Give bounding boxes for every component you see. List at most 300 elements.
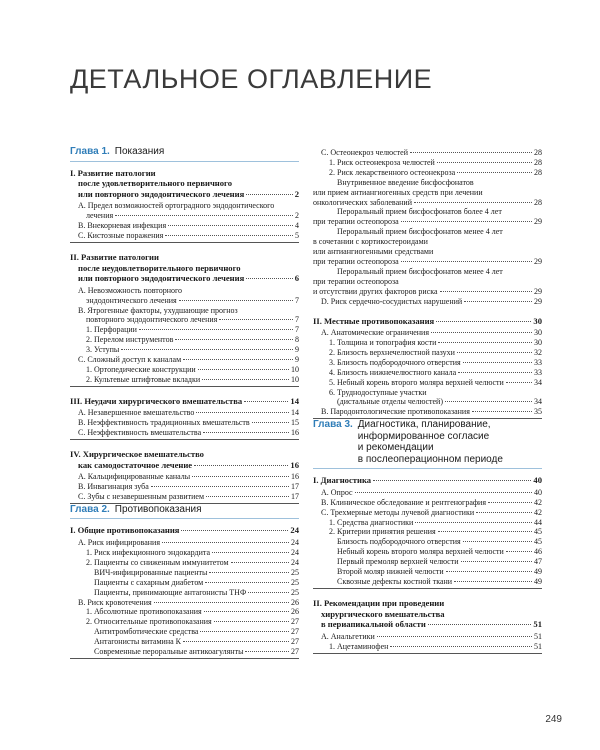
toc-entry[interactable] [70, 598, 299, 608]
toc-entry-text: Пациенты, принимающие антагонисты ТНФ [94, 587, 247, 597]
toc-entry-text: 6. Труднодоступные участки [329, 387, 427, 397]
toc-entry-line [70, 345, 299, 355]
toc-entry[interactable] [313, 158, 542, 168]
chapter-title [115, 504, 202, 516]
toc-entry-text: 2. Относительные противопоказания [86, 617, 212, 627]
toc-entry[interactable] [70, 231, 299, 241]
dot-leader [154, 602, 289, 603]
dot-leader [428, 624, 532, 625]
toc-entry-line [70, 231, 299, 241]
section-heading-line [70, 189, 299, 200]
toc-section [313, 475, 542, 589]
toc-entry-line [313, 397, 542, 407]
toc-entry-text: C. Сложный доступ к каналам [78, 355, 182, 365]
toc-entry-text: A. Опрос [321, 487, 353, 497]
section-entries [70, 199, 299, 241]
chapter-heading[interactable] [313, 419, 542, 469]
dot-leader [454, 581, 532, 582]
toc-entry-line [313, 527, 542, 537]
toc-entry-text: при терапии остеопороза [313, 256, 399, 266]
chapter-number: Глава 1. [70, 146, 110, 157]
toc-page-ref: 7 [295, 325, 299, 335]
dot-leader [151, 486, 289, 487]
section-entries [70, 536, 299, 657]
section-heading-line [70, 396, 299, 407]
section-heading[interactable] [70, 449, 299, 470]
toc-page-ref: 30 [534, 338, 542, 347]
section-heading[interactable] [70, 168, 299, 200]
toc-page-ref: 24 [291, 547, 299, 557]
toc-entry[interactable] [70, 492, 299, 502]
dot-leader [377, 636, 532, 637]
toc-entry-text: Антитромботические средства [94, 627, 199, 637]
toc-entry-text: 1. Риск инфекционного эндокардита [86, 547, 211, 557]
toc-entry-text: 2. Пациенты со сниженным иммунитетом [86, 557, 229, 567]
toc-page-ref: 34 [534, 397, 542, 407]
toc-entry[interactable] [70, 482, 299, 492]
section-heading-text: IV. Хирургическое вмешательство [70, 449, 204, 460]
dot-leader [506, 382, 532, 383]
toc-entry[interactable] [70, 418, 299, 428]
toc-entry[interactable] [70, 306, 299, 326]
dot-leader [162, 542, 289, 543]
toc-page-ref: 30 [533, 315, 542, 326]
toc-entry-line [313, 537, 542, 547]
section-heading-text: I. Развитие патологии [70, 167, 156, 178]
toc-entry-line [70, 211, 299, 221]
toc-page-ref: 34 [534, 377, 542, 387]
section-heading[interactable] [313, 316, 542, 327]
toc-page-ref: 6 [294, 273, 299, 284]
toc-entry[interactable] [70, 647, 299, 657]
toc-entry-text: Первый премоляр верхней челюсти [337, 557, 459, 567]
dot-leader [437, 162, 532, 163]
section-heading-text: после удовлетворительного первичного [78, 178, 233, 189]
section-heading[interactable] [70, 252, 299, 284]
toc-page-ref: 33 [534, 367, 542, 377]
toc-section [70, 396, 299, 440]
toc-page-ref: 28 [534, 148, 542, 157]
section-heading-text: III. Неудачи хирургического вмешательства [70, 395, 243, 406]
toc-entry-line [313, 358, 542, 368]
toc-entry-line [313, 378, 542, 388]
dot-leader [202, 379, 289, 380]
toc-entry-line [313, 158, 542, 168]
toc-entry-text: C. Трехмерные методы лучевой диагностики [321, 507, 475, 517]
toc-page-ref: 45 [534, 537, 542, 547]
toc-page-ref: 40 [533, 475, 542, 486]
chapter-heading[interactable] [70, 146, 299, 162]
chapter-title [115, 146, 164, 158]
section-heading-text: хирургического вмешательства [321, 608, 445, 619]
toc-entry[interactable] [70, 221, 299, 231]
toc-entry[interactable] [70, 201, 299, 221]
toc-entry-line [313, 368, 542, 378]
section-heading[interactable] [70, 525, 299, 536]
toc-entry[interactable] [313, 297, 542, 307]
toc-page-ref: 33 [534, 357, 542, 367]
dot-leader [390, 646, 532, 647]
dot-leader [192, 476, 289, 477]
section-heading[interactable] [313, 598, 542, 630]
toc-entry-text: 5. Небный корень второго моляра верхней челюсти [329, 377, 504, 387]
toc-entry[interactable] [70, 568, 299, 578]
toc-entry-text: 2. Культевые штифтовые вкладки [86, 374, 201, 384]
toc-page-ref: 42 [534, 507, 542, 517]
toc-entry[interactable] [313, 388, 542, 408]
toc-entry[interactable] [313, 148, 542, 158]
dot-leader [175, 339, 293, 340]
chapter-title-line: информированное согласие [357, 430, 490, 442]
toc-entry[interactable] [313, 227, 542, 267]
dot-leader [445, 401, 532, 402]
toc-page-ref: 45 [534, 527, 542, 537]
dot-leader [204, 611, 289, 612]
toc-page-ref: 24 [290, 525, 299, 536]
toc-entry-text: 2. Критерии принятия решения [329, 527, 436, 537]
toc-section [70, 168, 299, 243]
toc-entry-text: или антиангиогенными средствами [313, 247, 434, 257]
toc-entry-text: A. Анальгетики [321, 631, 375, 641]
toc-page-ref: 27 [291, 637, 299, 647]
toc-page-ref: 2 [295, 211, 299, 221]
toc-entry[interactable] [313, 488, 542, 498]
toc-entry[interactable] [70, 558, 299, 568]
toc-entry-text: A. Риск инфицирования [78, 538, 160, 548]
toc-entry[interactable] [313, 557, 542, 567]
toc-entry[interactable] [313, 178, 542, 208]
section-heading[interactable] [70, 396, 299, 407]
toc-entry[interactable] [70, 375, 299, 385]
toc-entry-line [70, 607, 299, 617]
toc-entry-text: A. Невозможность повторного [78, 285, 183, 295]
dot-leader [458, 372, 532, 373]
toc-page-ref: 49 [534, 577, 542, 586]
toc-entry-line [70, 296, 299, 306]
toc-entry-line [70, 335, 299, 345]
toc-entry-line [70, 598, 299, 608]
section-heading-text: или повторного эндодонтического лечения [78, 273, 245, 284]
toc-entry[interactable] [70, 578, 299, 588]
section-heading-line [313, 475, 542, 486]
toc-page-ref: 51 [534, 641, 542, 651]
dot-leader [488, 502, 532, 503]
section-heading-line [70, 525, 299, 536]
dot-leader [438, 342, 532, 343]
dot-leader [205, 582, 289, 583]
toc-entry-line [70, 548, 299, 558]
toc-entry-line [313, 287, 542, 297]
toc-page-ref: 2 [294, 188, 299, 199]
dot-leader [461, 561, 533, 562]
dot-leader [476, 512, 532, 513]
chapter-title-line: Показания [114, 146, 165, 157]
toc-entry[interactable] [313, 567, 542, 577]
section-heading-line [313, 619, 542, 630]
toc-page-ref: 17 [291, 492, 299, 502]
toc-entry[interactable] [70, 345, 299, 355]
dot-leader [438, 531, 532, 532]
toc-page-ref: 49 [534, 567, 542, 577]
dot-leader [183, 641, 289, 642]
toc-entry[interactable] [313, 378, 542, 388]
toc-page-ref: 51 [534, 631, 542, 641]
toc-entry-line [70, 627, 299, 637]
toc-entry-line [313, 407, 542, 417]
toc-entry-line [70, 558, 299, 568]
toc-entry-text: (дистальные отделы челюстей) [337, 397, 443, 407]
toc-entry[interactable] [70, 335, 299, 345]
toc-entry-line [70, 578, 299, 588]
dot-leader [410, 152, 532, 153]
toc-page-ref: 10 [291, 374, 299, 384]
toc-entry-line [313, 547, 542, 557]
toc-entry[interactable] [313, 348, 542, 358]
toc-page-ref: 29 [534, 286, 542, 296]
section-heading-text: II. Рекомендации при проведении [313, 597, 445, 608]
toc-page-ref: 9 [295, 345, 299, 355]
toc-entry-line [70, 355, 299, 365]
dot-leader [214, 621, 289, 622]
toc-page-ref: 8 [295, 335, 299, 345]
toc-entry-line [70, 325, 299, 335]
toc-entry-line [70, 418, 299, 428]
section-entries [70, 406, 299, 438]
dot-leader [457, 352, 532, 353]
dot-leader [246, 194, 292, 195]
toc-page-ref: 27 [291, 647, 299, 657]
toc-entry[interactable] [313, 338, 542, 348]
dot-leader [440, 291, 532, 292]
toc-entry-line [313, 328, 542, 338]
toc-entry-text: Пероральный прием бисфосфонатов менее 4 лет [337, 266, 503, 276]
toc-entry-line [70, 365, 299, 375]
chapter-title-line: Противопоказания [114, 503, 202, 515]
toc-entry[interactable] [70, 538, 299, 548]
section-heading-text: II. Местные противопоказания [313, 315, 435, 326]
toc-entry-line [70, 221, 299, 231]
toc-entry-line [313, 338, 542, 348]
toc-page-ref: 25 [291, 587, 299, 597]
dot-leader [457, 172, 532, 173]
toc-entry-text: и отсутствии других факторов риска [313, 286, 438, 296]
toc-entry[interactable] [313, 267, 542, 297]
toc-page-ref: 26 [291, 607, 299, 617]
toc-entry-text: 3. Уступы [86, 345, 120, 355]
toc-entry[interactable] [70, 286, 299, 306]
toc-entry-text: 2. Близость верхнечелюстной пазухи [329, 347, 455, 357]
toc-entry-text: эндодонтического лечения [86, 295, 177, 305]
toc-entry-text: лечения [86, 211, 114, 221]
toc-entry[interactable] [313, 577, 542, 587]
toc-entry-text: Второй моляр нижней челюсти [337, 567, 444, 577]
toc-entry[interactable] [70, 607, 299, 617]
toc-entry-text: 1. Толщина и топография кости [329, 338, 437, 347]
toc-entry[interactable] [313, 508, 542, 518]
toc-entry-line [313, 488, 542, 498]
toc-entry[interactable] [313, 207, 542, 227]
section-heading-text: II. Развитие патологии [70, 251, 159, 262]
toc-page-ref: 16 [291, 428, 299, 438]
toc-entry-text: Пероральный прием бисфосфонатов более 4 лет [337, 207, 502, 217]
toc-entry-text: C. Зубы с незавершенным развитием [78, 492, 205, 502]
toc-entry[interactable] [70, 365, 299, 375]
toc-page-ref: 16 [291, 472, 299, 482]
chapter-title [358, 419, 503, 465]
toc-entry-line [313, 567, 542, 577]
toc-page-ref: 5 [295, 231, 299, 240]
dot-leader [212, 552, 289, 553]
dot-leader [436, 321, 531, 322]
toc-entry-line [313, 642, 542, 652]
toc-entry-text: ВИЧ-инфицированные пациенты [94, 567, 208, 577]
toc-entry-line [70, 315, 299, 325]
toc-entry-line [70, 482, 299, 492]
toc-entry-text: Небный корень второго моляра верхней челюсти [337, 547, 504, 557]
toc-page-ref: 9 [295, 355, 299, 365]
dot-leader [463, 362, 532, 363]
toc-page-ref: 7 [295, 315, 299, 325]
toc-entry-text: 2. Перелом инструментов [86, 335, 174, 345]
toc-entry-text: при терапии остеопороза [313, 276, 399, 286]
dot-leader [415, 522, 532, 523]
toc-page-ref: 14 [291, 408, 299, 418]
chapter-number: Глава 2. [70, 503, 110, 515]
dot-leader [206, 496, 289, 497]
toc-entry-line [313, 632, 542, 642]
dot-leader [464, 301, 532, 302]
dot-leader [401, 221, 532, 222]
section-entries [313, 630, 542, 652]
continued-entries [313, 146, 542, 307]
dot-leader [231, 562, 289, 563]
toc-entry-text: Сквозные дефекты костной ткани [337, 577, 453, 586]
toc-entry-text: Близость подбородочного отверстия [337, 537, 461, 547]
chapter-title-line: в послеоперационном периоде [357, 453, 503, 465]
toc-entry[interactable] [70, 408, 299, 418]
toc-page-ref: 4 [295, 221, 299, 231]
toc-entry-text: B. Неэффективность традиционных вмешательств [78, 418, 250, 428]
toc-entry-text: 1. Абсолютные противопоказания [86, 607, 202, 617]
toc-entry[interactable] [313, 547, 542, 557]
toc-entry-text: повторного эндодонтического лечения [86, 315, 218, 325]
dot-leader [139, 329, 293, 330]
chapter-title-line: Диагностика, планирование, [357, 419, 491, 431]
toc-page-ref: 27 [291, 617, 299, 627]
toc-page-ref: 14 [290, 395, 299, 406]
toc-entry[interactable] [70, 548, 299, 558]
dot-leader [244, 401, 288, 402]
toc-entry[interactable] [313, 407, 542, 417]
toc-entry[interactable] [313, 537, 542, 547]
toc-entry[interactable] [70, 588, 299, 598]
toc-entry-text: Пероральный прием бисфосфонатов менее 4 лет [337, 227, 503, 237]
toc-entry[interactable] [70, 472, 299, 482]
chapter-heading[interactable] [70, 504, 299, 520]
section-heading-text: как самодостаточное лечение [78, 459, 193, 470]
toc-entry-line [70, 637, 299, 647]
toc-entry[interactable] [313, 368, 542, 378]
toc-entry-line [313, 148, 542, 158]
toc-section [313, 316, 542, 420]
toc-entry-line [70, 588, 299, 598]
section-heading-text: или повторного эндодонтического лечения [78, 188, 245, 199]
section-entries [70, 470, 299, 502]
toc-entry[interactable] [70, 355, 299, 365]
toc-section [313, 598, 542, 654]
toc-entry[interactable] [313, 518, 542, 528]
section-heading-line [70, 460, 299, 471]
toc-entry[interactable] [70, 428, 299, 438]
dot-leader [401, 261, 532, 262]
toc-entry-text: B. Клиническое обследование и рентгенография [321, 497, 487, 507]
toc-entry-line [313, 508, 542, 518]
dot-leader [183, 359, 293, 360]
toc-page-ref: 46 [534, 547, 542, 557]
dot-leader [165, 235, 293, 236]
toc-entry-text: при терапии остеопороза [313, 217, 399, 227]
toc-entry[interactable] [70, 637, 299, 647]
toc-page-ref: 40 [534, 487, 542, 497]
section-entries [70, 284, 299, 385]
toc-entry[interactable] [313, 328, 542, 338]
dot-leader [196, 412, 289, 413]
section-heading-text: I. Общие противопоказания [70, 525, 180, 536]
toc-entry[interactable] [313, 527, 542, 537]
dot-leader [248, 592, 289, 593]
toc-page-ref: 17 [291, 482, 299, 492]
dot-leader [181, 530, 288, 531]
toc-entry-text: B. Внекорневая инфекция [78, 221, 167, 231]
toc-entry-line [313, 257, 542, 267]
toc-entry[interactable] [70, 627, 299, 637]
dot-leader [472, 411, 532, 412]
toc-entry[interactable] [70, 325, 299, 335]
toc-entry[interactable] [313, 358, 542, 368]
toc-page-ref: 29 [534, 296, 542, 306]
toc-page-ref: 10 [291, 364, 299, 374]
toc-entry-line [313, 297, 542, 307]
toc-entry[interactable] [313, 498, 542, 508]
toc-entry[interactable] [313, 632, 542, 642]
toc-entry-line [313, 557, 542, 567]
toc-entry-line [70, 492, 299, 502]
toc-entry-line [313, 577, 542, 587]
dot-leader [373, 480, 531, 481]
toc-entry[interactable] [313, 168, 542, 178]
toc-entry[interactable] [70, 617, 299, 627]
section-heading-text: в периапикальной области [321, 619, 426, 630]
toc-entry-text: C. Остеонекроз челюстей [321, 148, 409, 157]
toc-entry-text: D. Риск сердечно-сосудистых нарушений [321, 296, 463, 306]
section-heading[interactable] [313, 475, 542, 486]
toc-entry-line [313, 518, 542, 528]
toc-entry[interactable] [313, 642, 542, 652]
toc-entry-text: B. Риск кровотечения [78, 597, 152, 607]
toc-page-ref: 29 [534, 217, 542, 227]
toc-page-ref: 27 [291, 627, 299, 637]
page-number: 249 [545, 714, 562, 725]
toc-page-ref: 28 [534, 157, 542, 167]
toc-entry-text: A. Кальцифицированные каналы [78, 472, 191, 482]
dot-leader [179, 300, 293, 301]
toc-entry-line [313, 217, 542, 227]
page-title: ДЕТАЛЬНОЕ ОГЛАВЛЕНИЕ [70, 64, 433, 94]
toc-entry-line [70, 375, 299, 385]
toc-page-ref: 28 [534, 167, 542, 177]
dot-leader [463, 541, 532, 542]
toc-page-ref: 32 [534, 347, 542, 357]
